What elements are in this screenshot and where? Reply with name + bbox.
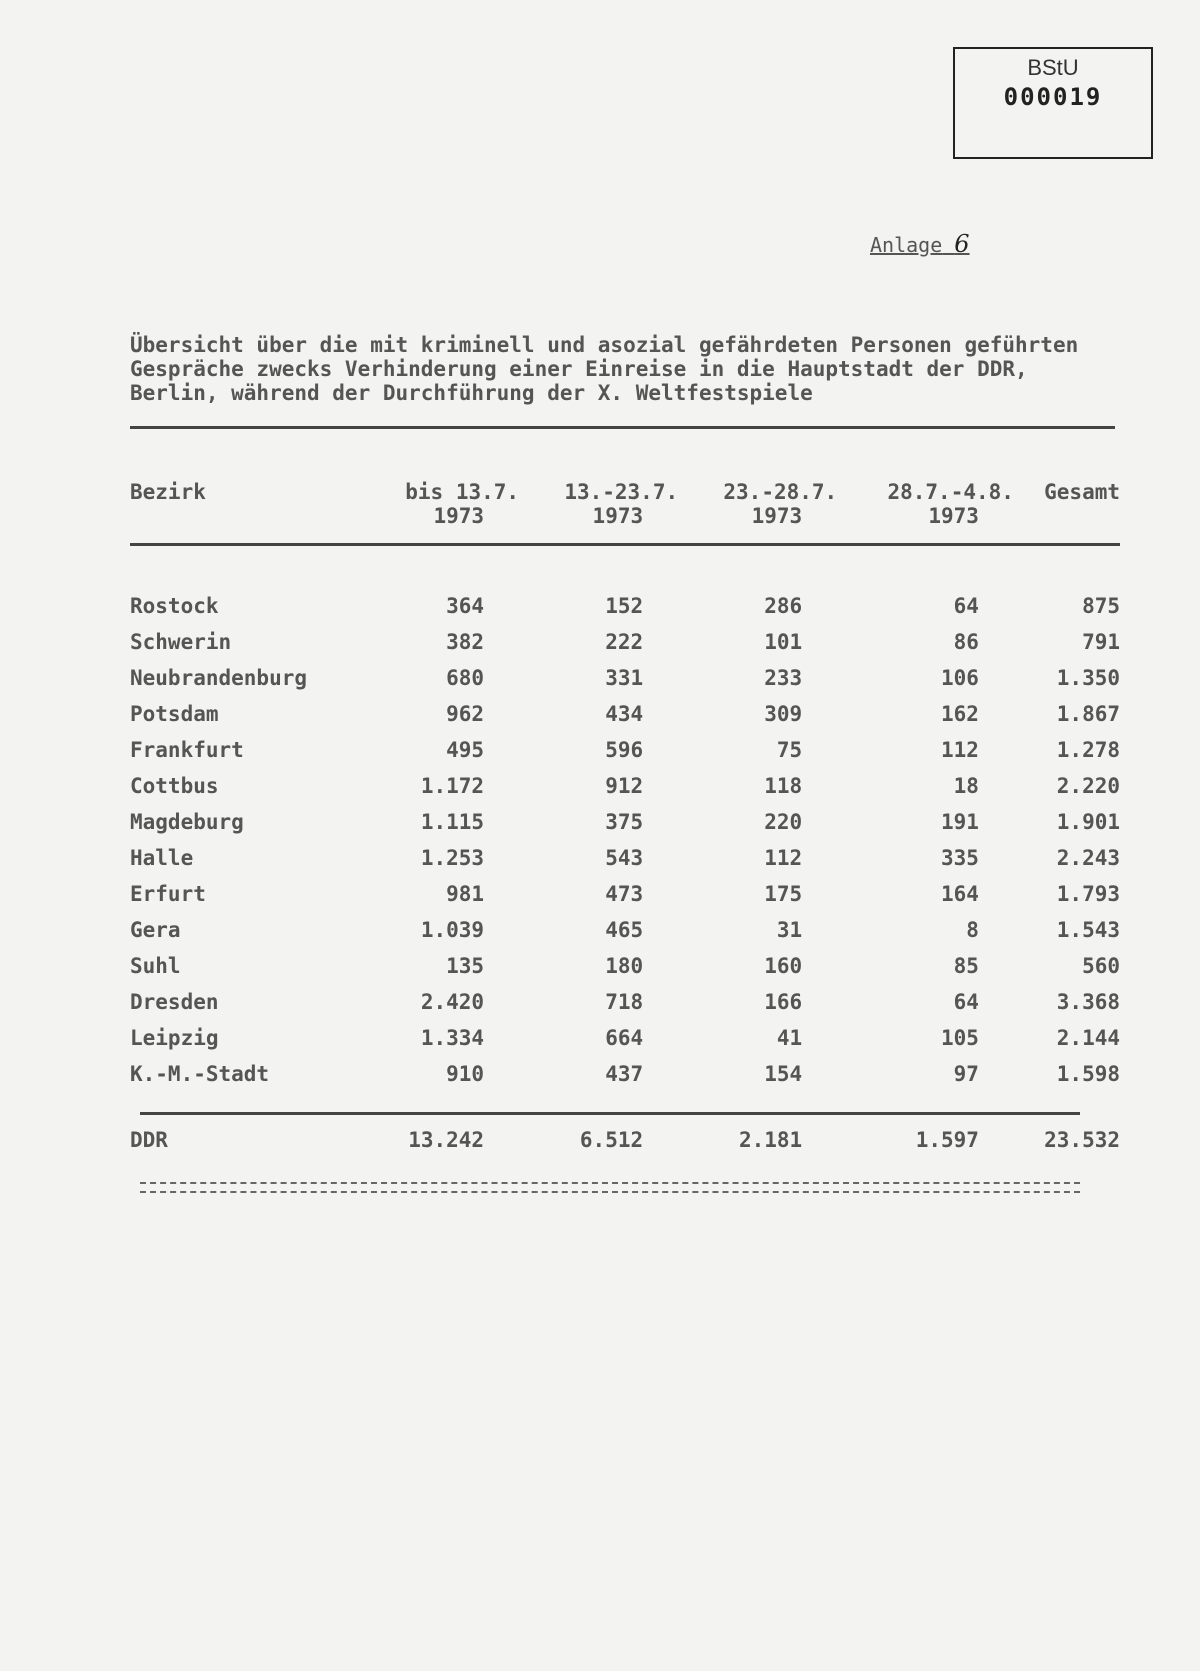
value-cell: 596 [605,738,644,762]
value-cell: 2.420 [420,990,485,1014]
district-name: Neubrandenburg [130,666,308,690]
value-cell: 331 [605,666,644,690]
value-cell: 2.144 [1056,1026,1120,1050]
total-rule [140,1112,1080,1115]
table-row [130,696,1120,732]
column-header-line2: 1973 [928,504,979,528]
value-cell: 101 [764,630,803,654]
value-cell: 152 [605,594,644,618]
value-cell: 85 [953,954,979,978]
table-row [130,984,1120,1020]
district-name: K.-M.-Stadt [130,1062,270,1086]
value-cell: 2.220 [1056,774,1120,798]
value-cell: 112 [940,738,979,762]
value-cell: 1.793 [1056,882,1120,906]
value-cell: 335 [940,846,979,870]
table-header-row [130,480,1120,528]
column-header-line1: Bezirk [130,480,206,504]
title-rule [130,426,1115,429]
header-rule [130,543,1120,546]
column-header-line1: 28.7.-4.8. [887,480,1014,504]
annex-text: Anlage [870,233,943,257]
value-cell: 664 [605,1026,644,1050]
value-cell: 434 [605,702,644,726]
value-cell: 1.334 [420,1026,485,1050]
value-cell: 1.901 [1056,810,1120,834]
table-row [130,624,1120,660]
district-name: DDR [130,1128,168,1152]
stamp-page-number: 000019 [1003,83,1103,111]
value-cell: 1.115 [420,810,485,834]
column-header-line1: bis 13.7. [405,480,520,504]
annex-number: 6 [954,230,970,258]
district-name: Leipzig [130,1026,219,1050]
value-cell: 154 [764,1062,803,1086]
document-title: Übersicht über die mit kriminell und asozial gefährdeten Personen geführten Gespräche zwecks Verhinderung einer Einreise in die Hauptstadt der DDR, Berlin, während der Durchführung der X. Weltfestspiele [130,333,1079,405]
value-cell: 64 [953,594,979,618]
value-cell: 437 [605,1062,644,1086]
district-name: Potsdam [130,702,219,726]
district-name: Frankfurt [130,738,244,762]
value-cell: 13.242 [408,1128,485,1152]
value-cell: 560 [1082,954,1120,978]
value-cell: 875 [1082,594,1120,618]
value-cell: 105 [940,1026,979,1050]
archive-stamp [953,47,1153,159]
district-name: Gera [130,918,181,942]
value-cell: 543 [605,846,644,870]
value-cell: 23.532 [1044,1128,1120,1152]
value-cell: 112 [764,846,803,870]
stamp-archive: BStU [1027,55,1079,80]
column-header [360,480,519,528]
value-cell: 910 [446,1062,485,1086]
value-cell: 31 [776,918,803,942]
value-cell: 97 [953,1062,979,1086]
spacer-row [130,528,1120,588]
value-cell: 2.181 [738,1128,803,1152]
district-name: Dresden [130,990,219,1014]
value-cell: 1.253 [420,846,485,870]
value-cell: 1.598 [1056,1062,1120,1086]
value-cell: 166 [764,990,803,1014]
column-header-line2: 1973 [592,504,644,528]
table-row [130,1056,1120,1092]
value-cell: 680 [446,666,485,690]
value-cell: 3.368 [1056,990,1120,1014]
value-cell: 473 [605,882,644,906]
value-cell: 18 [953,774,979,798]
value-cell: 2.243 [1056,846,1120,870]
district-name: Magdeburg [130,810,244,834]
value-cell: 1.543 [1056,918,1120,942]
value-cell: 375 [605,810,644,834]
value-cell: 912 [605,774,644,798]
value-cell: 164 [940,882,979,906]
value-cell: 175 [764,882,803,906]
value-cell: 180 [605,954,644,978]
table-row [130,768,1120,804]
table-row [130,660,1120,696]
column-header [519,480,678,528]
value-cell: 962 [446,702,485,726]
value-cell: 106 [940,666,979,690]
value-cell: 135 [446,954,485,978]
value-cell: 86 [953,630,979,654]
column-header-line1: 23.-28.7. [723,480,838,504]
district-name: Rostock [130,594,219,618]
value-cell: 222 [605,630,644,654]
column-header-line2: 1973 [751,504,803,528]
value-cell: 465 [605,918,644,942]
value-cell: 718 [605,990,644,1014]
column-header [1014,480,1120,528]
spacer-row [130,1092,1120,1122]
district-name: Cottbus [130,774,219,798]
value-cell: 8 [966,918,979,942]
value-cell: 286 [764,594,803,618]
column-header-line1: Gesamt [1044,480,1120,504]
value-cell: 1.597 [915,1128,979,1152]
value-cell: 981 [446,882,485,906]
table-row [130,948,1120,984]
value-cell: 309 [764,702,803,726]
double-underline [140,1182,1080,1193]
table-row [130,732,1120,768]
value-cell: 1.350 [1056,666,1120,690]
table-row [130,840,1120,876]
value-cell: 1.278 [1056,738,1120,762]
table-row [130,912,1120,948]
district-name: Schwerin [130,630,232,654]
value-cell: 791 [1082,630,1120,654]
district-name: Suhl [130,954,181,978]
value-cell: 364 [446,594,485,618]
value-cell: 220 [764,810,803,834]
annex-label [870,230,970,258]
table-row [130,1020,1120,1056]
value-cell: 41 [776,1026,803,1050]
value-cell: 64 [953,990,979,1014]
column-header [130,480,360,528]
table-row [130,588,1120,624]
value-cell: 1.867 [1056,702,1120,726]
value-cell: 1.172 [420,774,485,798]
column-header-line1: 13.-23.7. [564,480,679,504]
value-cell: 191 [940,810,979,834]
value-cell: 495 [446,738,485,762]
column-header [837,480,1014,528]
district-name: Erfurt [130,882,206,906]
value-cell: 118 [764,774,803,798]
value-cell: 233 [764,666,803,690]
value-cell: 75 [776,738,803,762]
value-cell: 6.512 [579,1128,644,1152]
value-cell: 1.039 [420,918,485,942]
table-row [130,876,1120,912]
column-header-line2: 1973 [433,504,485,528]
value-cell: 162 [940,702,979,726]
column-header [678,480,837,528]
statistics-table [130,480,1120,1158]
table-row [130,804,1120,840]
total-row [130,1122,1120,1158]
value-cell: 160 [764,954,803,978]
value-cell: 382 [446,630,485,654]
district-name: Halle [130,846,194,870]
